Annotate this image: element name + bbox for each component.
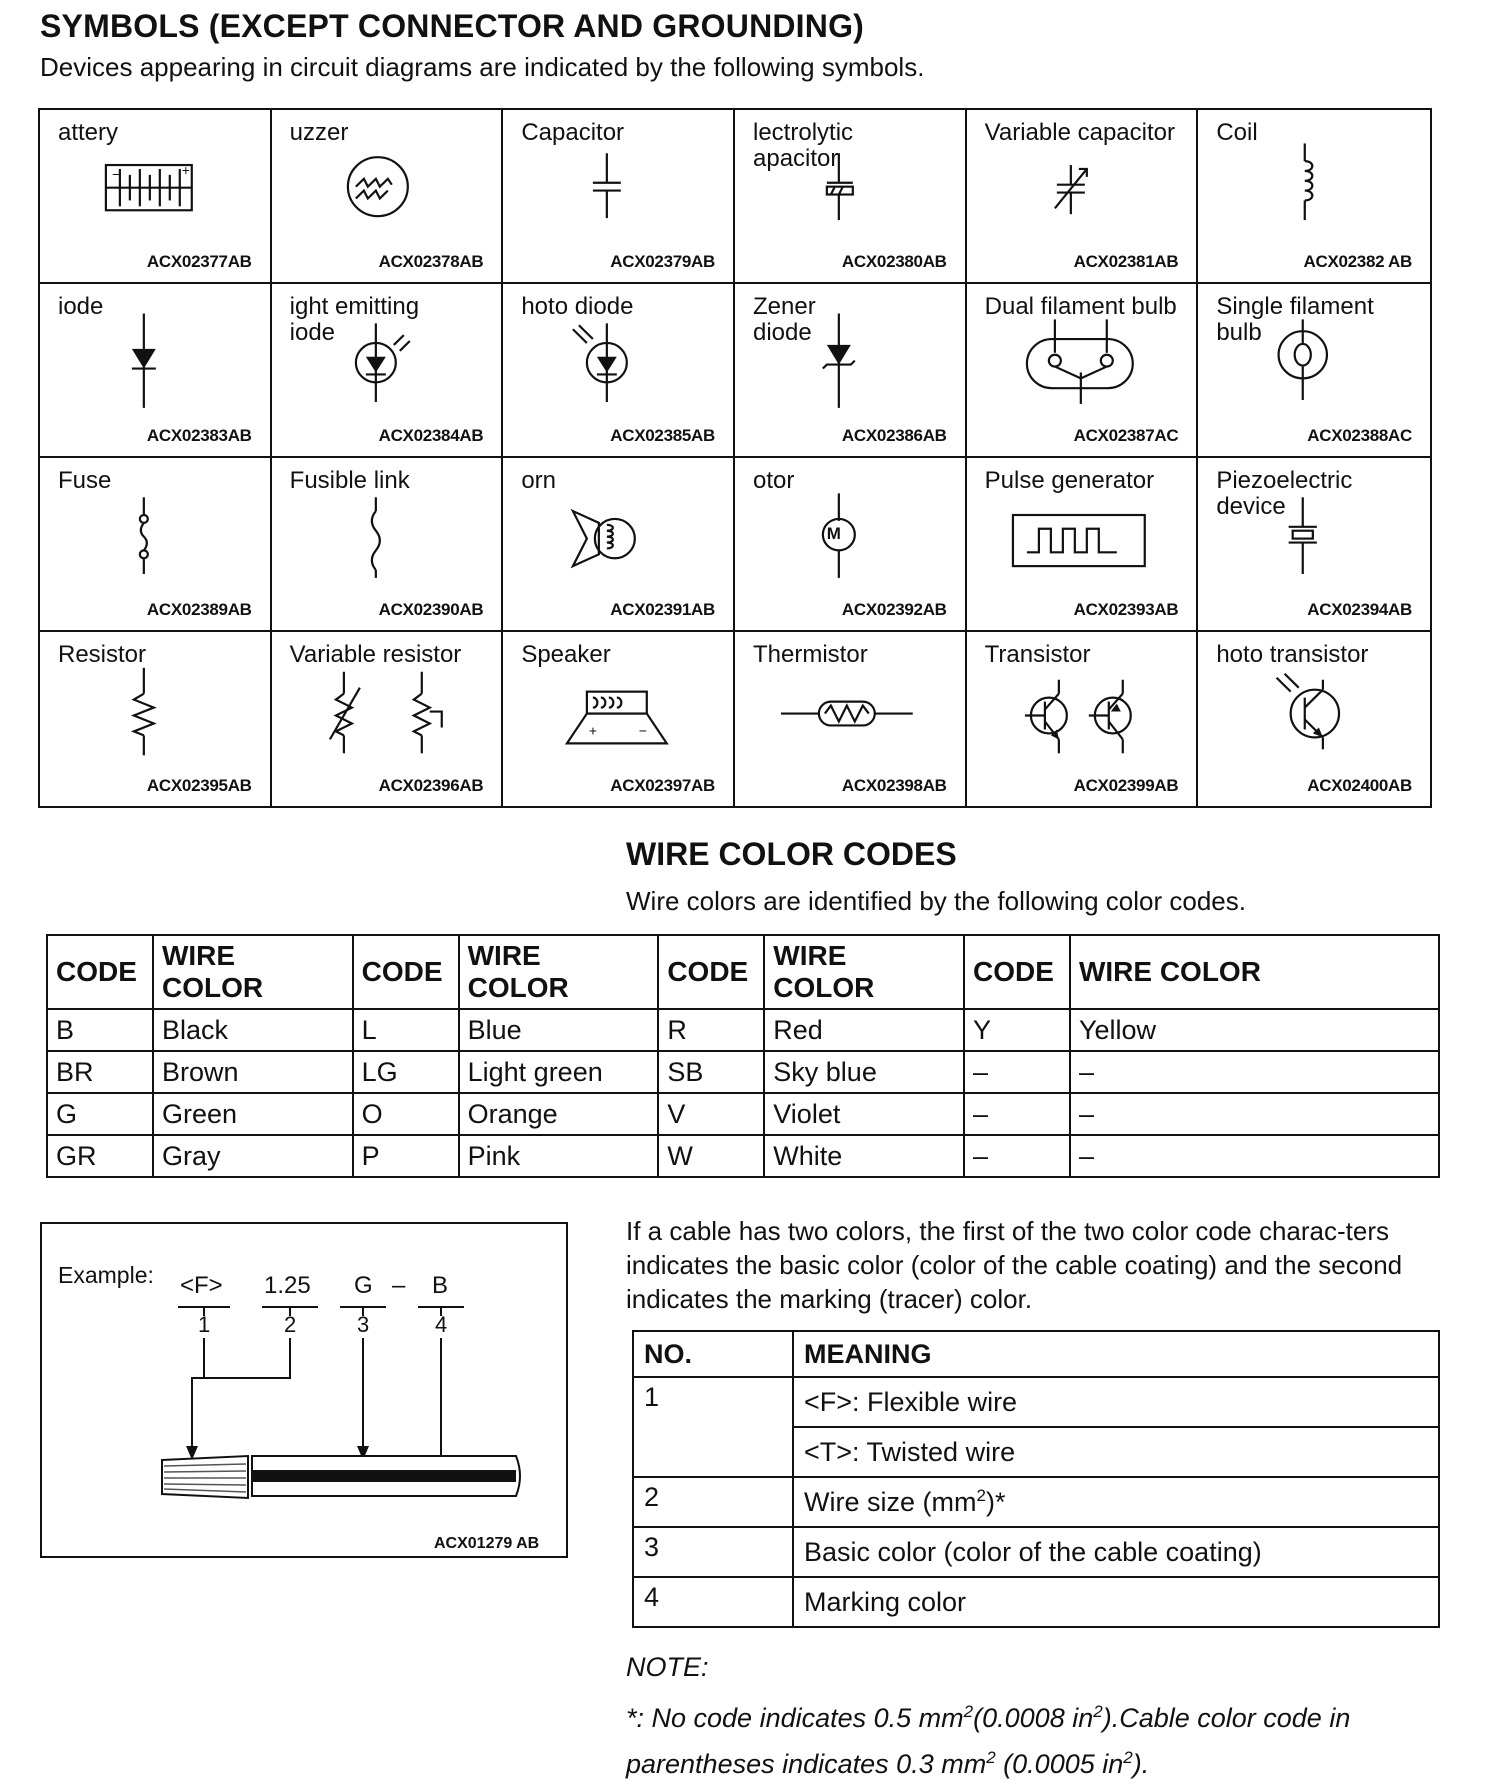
symbol-code: ACX02389AB bbox=[146, 600, 252, 619]
header-wire-color: WIRE COLOR bbox=[459, 935, 659, 1009]
table-row bbox=[633, 1577, 1439, 1627]
code-cell: V bbox=[658, 1093, 764, 1135]
note-part: ). bbox=[1132, 1749, 1150, 1779]
note-part: (0.0008 in bbox=[973, 1703, 1094, 1733]
table-row bbox=[633, 1377, 1439, 1427]
superscript: 2 bbox=[963, 1702, 974, 1721]
table-row bbox=[633, 1477, 1439, 1527]
symbol-code: ACX02397AB bbox=[610, 776, 715, 795]
code-cell: SB bbox=[658, 1051, 764, 1093]
code-cell: B bbox=[47, 1009, 153, 1051]
symbol-cell bbox=[503, 284, 735, 458]
note-part: *: No code indicates 0.5 mm bbox=[626, 1703, 964, 1733]
page-subtitle: Devices appearing in circuit diagrams are indicated by the following symbols. bbox=[40, 52, 925, 82]
row-no: 4 bbox=[633, 1577, 793, 1627]
symbol-name: orn bbox=[521, 467, 557, 494]
symbol-cell bbox=[40, 632, 272, 806]
header-wire-color: WIRE COLOR bbox=[764, 935, 964, 1009]
symbol-name: hoto transistor bbox=[1216, 641, 1369, 668]
row-no: 3 bbox=[633, 1527, 793, 1577]
symbol-code: ACX02392AB bbox=[841, 600, 947, 619]
code-cell: – bbox=[964, 1051, 1070, 1093]
example-number-4: 4 bbox=[435, 1312, 448, 1337]
symbol-cell bbox=[1198, 284, 1430, 458]
table-header-row bbox=[633, 1331, 1439, 1377]
code-cell: R bbox=[658, 1009, 764, 1051]
wire-color-cell: Brown bbox=[153, 1051, 353, 1093]
symbol-cell bbox=[735, 458, 967, 632]
header-code: CODE bbox=[47, 935, 153, 1009]
symbol-code: ACX02399AB bbox=[1073, 776, 1179, 795]
symbol-code: ACX02395AB bbox=[146, 776, 252, 795]
symbol-cell bbox=[735, 632, 967, 806]
code-cell: W bbox=[658, 1135, 764, 1177]
table-row bbox=[633, 1527, 1439, 1577]
svg-text:−: − bbox=[639, 722, 648, 739]
example-token-1: <F> bbox=[180, 1272, 223, 1299]
symbol-code: ACX02378AB bbox=[378, 252, 484, 271]
symbol-name: Speaker bbox=[521, 641, 611, 668]
svg-text:+: + bbox=[181, 161, 190, 178]
symbol-code: ACX02380AB bbox=[841, 252, 947, 271]
symbol-cell bbox=[503, 632, 735, 806]
symbol-name: Transistor bbox=[984, 641, 1091, 668]
symbol-name: Resistor bbox=[58, 641, 147, 668]
symbol-name: Zener diode bbox=[753, 293, 816, 346]
code-cell: P bbox=[353, 1135, 459, 1177]
row-meaning bbox=[793, 1477, 1439, 1527]
symbol-code: ACX02390AB bbox=[378, 600, 484, 619]
example-token-2: 1.25 bbox=[264, 1272, 311, 1299]
wire-color-title: WIRE COLOR CODES bbox=[626, 836, 957, 872]
wire-color-cell: Light green bbox=[459, 1051, 659, 1093]
symbol-cell bbox=[967, 458, 1199, 632]
motor-letter: M bbox=[826, 524, 841, 544]
symbol-name: Fusible link bbox=[289, 467, 410, 494]
svg-text:−: − bbox=[111, 165, 121, 182]
wire-color-cell: Pink bbox=[459, 1135, 659, 1177]
code-cell: L bbox=[353, 1009, 459, 1051]
example-token-4: B bbox=[432, 1272, 449, 1299]
code-cell: LG bbox=[353, 1051, 459, 1093]
symbol-code: ACX02381AB bbox=[1073, 252, 1179, 271]
two-color-explanation: If a cable has two colors, the first of the two color code charac-ters indicates the basic color (color of the cable coating) and the second indicates the marking (tracer) color. bbox=[626, 1216, 1403, 1314]
symbol-code: ACX02379AB bbox=[610, 252, 715, 271]
code-cell: O bbox=[353, 1093, 459, 1135]
symbol-cell bbox=[40, 110, 272, 284]
symbol-cell bbox=[735, 284, 967, 458]
symbol-name: iode bbox=[58, 293, 104, 320]
meaning-tail: )* bbox=[985, 1487, 1006, 1517]
symbol-name: lectrolytic apacitor bbox=[753, 119, 854, 172]
row-meaning: Basic color (color of the cable coating) bbox=[793, 1527, 1439, 1577]
superscript: 2 bbox=[1093, 1702, 1103, 1721]
wire-color-table bbox=[46, 934, 1440, 1178]
symbol-code: ACX02398AB bbox=[841, 776, 947, 795]
svg-text:+: + bbox=[589, 722, 598, 739]
header-code: CODE bbox=[964, 935, 1070, 1009]
note-part: ).Cable color code in bbox=[1102, 1703, 1351, 1733]
row-meaning: <T>: Twisted wire bbox=[793, 1427, 1439, 1477]
wire-color-cell: Gray bbox=[153, 1135, 353, 1177]
example-token-3: G bbox=[354, 1272, 373, 1299]
superscript: 2 bbox=[976, 1486, 986, 1505]
symbol-cell bbox=[503, 458, 735, 632]
symbol-cell bbox=[967, 284, 1199, 458]
note-title: NOTE: bbox=[626, 1652, 709, 1682]
wire-color-cell: Yellow bbox=[1070, 1009, 1439, 1051]
note-text bbox=[626, 1692, 1466, 1784]
wire-color-cell: Blue bbox=[459, 1009, 659, 1051]
note-part: (0.0005 in bbox=[995, 1749, 1124, 1779]
wire-color-cell: Green bbox=[153, 1093, 353, 1135]
symbol-code: ACX02382 AB bbox=[1303, 252, 1412, 271]
symbol-cell bbox=[40, 284, 272, 458]
wire-color-cell: White bbox=[764, 1135, 964, 1177]
symbol-code: ACX02386AB bbox=[841, 426, 947, 445]
symbol-code: ACX02384AB bbox=[378, 426, 484, 445]
symbol-cell bbox=[272, 110, 504, 284]
example-dash: – bbox=[392, 1272, 406, 1299]
table-row bbox=[47, 1093, 1439, 1135]
symbol-cell bbox=[272, 458, 504, 632]
symbol-name: uzzer bbox=[289, 119, 349, 146]
symbol-cell bbox=[272, 632, 504, 806]
symbol-code: ACX02396AB bbox=[378, 776, 484, 795]
symbol-name: Thermistor bbox=[753, 641, 868, 668]
table-row bbox=[47, 1051, 1439, 1093]
header-wire-color: WIRE COLOR bbox=[153, 935, 353, 1009]
code-cell: G bbox=[47, 1093, 153, 1135]
wire-color-cell: Red bbox=[764, 1009, 964, 1051]
table-row bbox=[47, 1135, 1439, 1177]
symbol-name: attery bbox=[58, 119, 119, 146]
symbol-code: ACX02394AB bbox=[1307, 600, 1412, 619]
symbol-cell bbox=[1198, 458, 1430, 632]
symbol-name: Single filament bulb bbox=[1216, 293, 1374, 346]
symbol-code: ACX02383AB bbox=[146, 426, 252, 445]
symbol-code: ACX02391AB bbox=[610, 600, 715, 619]
wire-color-cell: Violet bbox=[764, 1093, 964, 1135]
wire-color-subtitle: Wire colors are identified by the following color codes. bbox=[626, 886, 1246, 916]
symbol-name: Piezoelectric device bbox=[1216, 467, 1353, 520]
row-meaning: Marking color bbox=[793, 1577, 1439, 1627]
example-number-1: 1 bbox=[198, 1312, 211, 1337]
symbol-name: Variable resistor bbox=[289, 641, 462, 668]
symbol-name: Fuse bbox=[58, 467, 112, 494]
header-code: CODE bbox=[658, 935, 764, 1009]
header-no: NO. bbox=[633, 1331, 793, 1377]
code-cell: BR bbox=[47, 1051, 153, 1093]
symbol-name: ight emitting iode bbox=[289, 293, 420, 346]
symbol-cell bbox=[40, 458, 272, 632]
wire-color-cell: Black bbox=[153, 1009, 353, 1051]
wire-color-cell: Orange bbox=[459, 1093, 659, 1135]
symbol-cell bbox=[272, 284, 504, 458]
symbol-code: ACX02385AB bbox=[610, 426, 715, 445]
superscript: 2 bbox=[1123, 1748, 1133, 1767]
meaning-table bbox=[632, 1330, 1440, 1628]
header-wire-color: WIRE COLOR bbox=[1070, 935, 1439, 1009]
wire-color-cell: – bbox=[1070, 1135, 1439, 1177]
symbol-code: ACX02400AB bbox=[1307, 776, 1412, 795]
symbol-cell bbox=[1198, 110, 1430, 284]
symbol-name: otor bbox=[753, 467, 795, 494]
symbol-cell bbox=[967, 632, 1199, 806]
code-cell: – bbox=[964, 1093, 1070, 1135]
symbol-name: Capacitor bbox=[521, 119, 625, 146]
example-label: Example: bbox=[58, 1262, 154, 1288]
table-row bbox=[47, 1009, 1439, 1051]
symbol-code: ACX02393AB bbox=[1073, 600, 1179, 619]
symbol-name: Coil bbox=[1216, 119, 1258, 146]
symbol-code: ACX02377AB bbox=[146, 252, 252, 271]
wire-color-cell: Sky blue bbox=[764, 1051, 964, 1093]
note-part: parentheses indicates 0.3 mm bbox=[626, 1749, 987, 1779]
header-meaning: MEANING bbox=[793, 1331, 1439, 1377]
code-cell: – bbox=[964, 1135, 1070, 1177]
superscript: 2 bbox=[986, 1748, 996, 1767]
symbol-cell bbox=[1198, 632, 1430, 806]
wire-color-cell: – bbox=[1070, 1051, 1439, 1093]
header-code: CODE bbox=[353, 935, 459, 1009]
example-number-3: 3 bbox=[357, 1312, 370, 1337]
meaning-text: Wire size (mm bbox=[804, 1487, 977, 1517]
code-cell: Y bbox=[964, 1009, 1070, 1051]
page-title: SYMBOLS (EXCEPT CONNECTOR AND GROUNDING) bbox=[40, 8, 865, 44]
row-meaning: <F>: Flexible wire bbox=[793, 1377, 1439, 1427]
symbol-code: ACX02387AC bbox=[1073, 426, 1179, 445]
symbol-cell bbox=[503, 110, 735, 284]
symbol-grid bbox=[38, 108, 1432, 808]
figure-code: ACX01279 AB bbox=[434, 1535, 540, 1552]
symbol-cell bbox=[735, 110, 967, 284]
symbol-name: hoto diode bbox=[521, 293, 634, 320]
symbol-name: Pulse generator bbox=[984, 467, 1155, 494]
symbol-cell bbox=[967, 110, 1199, 284]
table-header-row bbox=[47, 935, 1439, 1009]
symbol-name: Dual filament bulb bbox=[984, 293, 1177, 320]
symbol-code: ACX02388AC bbox=[1307, 426, 1412, 445]
row-no: 1 bbox=[633, 1377, 793, 1477]
row-no: 2 bbox=[633, 1477, 793, 1527]
example-number-2: 2 bbox=[284, 1312, 297, 1337]
code-cell: GR bbox=[47, 1135, 153, 1177]
wire-color-cell: – bbox=[1070, 1093, 1439, 1135]
symbol-name: Variable capacitor bbox=[984, 119, 1175, 146]
